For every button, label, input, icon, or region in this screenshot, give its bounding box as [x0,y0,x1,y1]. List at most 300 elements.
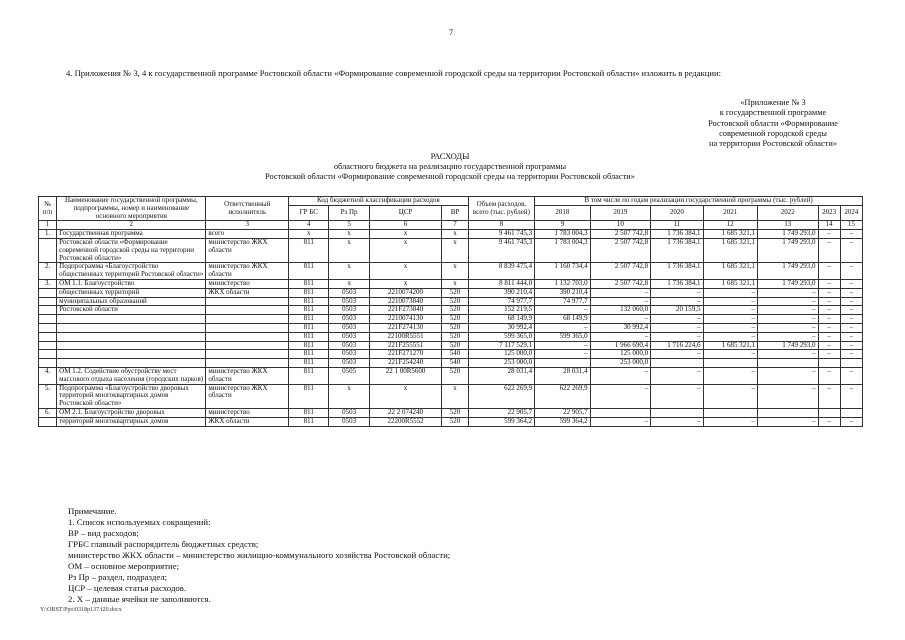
table-cell [39,323,57,332]
table-cell: 0505 [329,367,369,384]
table-cell: министерство [206,279,289,288]
table-cell: – [590,367,651,384]
table-cell: 74 977,7 [535,297,590,306]
column-number: 13 [758,221,819,230]
table-cell: х [442,238,468,262]
table-row [39,350,863,359]
table-cell: 811 [289,315,329,324]
header-csr: ЦСР [369,205,442,221]
table-cell: 22 1 00R5600 [369,367,442,384]
table-cell: х [289,230,329,239]
table-cell: 599 364,2 [535,417,590,426]
table-cell: 520 [442,417,468,426]
column-number: 6 [369,221,442,230]
note-line: ГРБС главный распорядитель бюджетных средств; [68,539,259,549]
table-cell: 520 [442,288,468,297]
table-cell: ОМ 1.1. Благоустройство [57,279,206,288]
table-cell: 2. [39,263,57,280]
table-cell: 0503 [329,417,369,426]
column-number: 2 [57,221,206,230]
table-cell: – [703,350,757,359]
table-cell: – [818,230,840,239]
table-cell: – [590,332,651,341]
table-cell: 253 000,0 [468,359,535,368]
table-cell: министерство ЖКХ области [206,367,289,384]
table-cell: 30 992,4 [468,323,535,332]
table-row [39,263,863,280]
header-name: Наименование государственной программы, подпрограммы, номер и наименование основного мероприятия [57,197,206,221]
page-number: 7 [449,28,453,37]
table-cell: 390 210,4 [468,288,535,297]
table-row [39,417,863,426]
table-cell: – [758,332,819,341]
table-cell: 1 749 293,0 [758,279,819,288]
table-cell: – [818,384,840,408]
table-cell: 520 [442,306,468,315]
table-cell: министерство ЖКХ области [206,238,289,262]
table-cell: министерство ЖКХ области [206,263,289,280]
table-cell: 520 [442,323,468,332]
header-vr: ВР [442,205,468,221]
table-cell: 1 736 384,1 [651,230,703,239]
table-cell: х [442,384,468,408]
table-cell: – [703,297,757,306]
table-cell: Подпрограмма «Благоустройство общественных территорий Ростовской области» [57,263,206,280]
header-rzpr: Рз Пр [329,205,369,221]
table-cell: – [840,297,862,306]
table-cell [651,359,703,368]
table-cell: – [840,279,862,288]
table-cell [57,315,206,324]
table-cell: 9 461 745,3 [468,230,535,239]
table-row [39,279,863,288]
table-cell [206,332,289,341]
table-cell: х [369,279,442,288]
table-cell: 520 [442,332,468,341]
table-cell: ЖКХ области [206,417,289,426]
header-volume: Объем расходов, всего (тыс. рублей) [468,197,535,221]
table-cell: 0503 [329,341,369,350]
table-cell: х [329,384,369,408]
table-cell: общественных территорий [57,288,206,297]
table-cell: 221F274130 [369,323,442,332]
table-cell: 811 [289,238,329,262]
table-cell [57,341,206,350]
table-row [39,315,863,324]
table-cell: 30 992,4 [590,323,651,332]
table-cell: 22 905,7 [535,408,590,417]
table-cell: 1 736 384,1 [651,263,703,280]
table-cell: 221F273840 [369,306,442,315]
footer-file-path: Y:\ORST\Ppo\0318p137.f20.docx [40,607,122,613]
table-cell: 28 031,4 [535,367,590,384]
table-cell: – [703,315,757,324]
table-cell: – [758,350,819,359]
table-cell: – [818,323,840,332]
table-cell: – [535,323,590,332]
table-cell: х [369,263,442,280]
table-cell: 1 966 690,4 [590,341,651,350]
table-row [39,341,863,350]
table-cell: 125 000,0 [468,350,535,359]
table-cell: 2 507 742,8 [590,263,651,280]
table-cell: – [840,263,862,280]
table-cell [535,359,590,368]
table-cell: – [758,288,819,297]
table-cell [57,332,206,341]
table-cell: 221F254240 [369,359,442,368]
table-cell: 0503 [329,408,369,417]
table-cell: – [840,238,862,262]
table-cell [703,359,757,368]
note-line: 1. Список используемых сокращений: [68,517,211,527]
table-cell: – [840,332,862,341]
table-cell: 1 749 293,0 [758,230,819,239]
table-cell: территорий многоквартирных домов [57,417,206,426]
table-cell: 811 [289,359,329,368]
table-cell [840,359,862,368]
table-cell: 811 [289,408,329,417]
table-cell: 540 [442,359,468,368]
table-cell: – [703,306,757,315]
table-cell: 221F255551 [369,341,442,350]
table-cell: – [818,279,840,288]
table-cell: 2210074200 [369,288,442,297]
table-cell: 1 749 293,0 [758,341,819,350]
table-cell: министерство [206,408,289,417]
column-number: 15 [840,221,862,230]
table-cell: 622 269,9 [468,384,535,408]
title-line: Ростовской области «Формирование современной городской среды на территории Ростовской области» [265,172,635,181]
table-cell: х [442,263,468,280]
table-cell: 0503 [329,288,369,297]
appendix-line: к государственной программе [719,108,827,118]
table-cell: 1 685 321,1 [703,263,757,280]
header-year: 2020 [651,205,703,221]
table-cell: 811 [289,279,329,288]
table-cell: 390 210,4 [535,288,590,297]
table-row [39,306,863,315]
header-num: № п/п [39,197,57,221]
table-cell: 22 905,7 [468,408,535,417]
table-cell [206,323,289,332]
table-cell: – [840,230,862,239]
table-cell: 9 461 745,3 [468,238,535,262]
table-cell: 1 783 004,3 [535,230,590,239]
table-cell: 0503 [329,359,369,368]
table-cell [818,408,840,417]
table-cell: 2 507 742,8 [590,238,651,262]
table-cell: 811 [289,263,329,280]
table-cell: муниципальных образований [57,297,206,306]
header-year: 2024 [840,205,862,221]
table-cell [39,306,57,315]
table-row [39,367,863,384]
table-cell: – [758,417,819,426]
table-cell [840,408,862,417]
table-row [39,238,863,262]
appendix-caption [668,98,878,149]
table-cell: 1 716 224,6 [651,341,703,350]
table-cell: 1 160 734,4 [535,263,590,280]
table-cell: – [651,323,703,332]
table-cell [57,359,206,368]
table-cell: – [818,306,840,315]
table-cell: 520 [442,367,468,384]
title-line: областного бюджета на реализацию государственной программы [333,162,567,171]
table-cell: 1 736 384,1 [651,279,703,288]
table-cell: – [840,350,862,359]
table-cell: – [758,315,819,324]
note-line: ВР – вид расходов; [68,528,139,538]
table-cell: Ростовской области [57,306,206,315]
table-cell: – [590,288,651,297]
table-cell: – [703,417,757,426]
table-cell [39,341,57,350]
table-cell: 20 159,5 [651,306,703,315]
table-cell: 811 [289,350,329,359]
table-cell [206,315,289,324]
table-cell: 1 749 293,0 [758,263,819,280]
table-cell: 2210074130 [369,315,442,324]
table-cell: всего [206,230,289,239]
table-cell: – [651,367,703,384]
table-cell: 22200R5552 [369,417,442,426]
table-row [39,332,863,341]
table-cell: Государственная программа [57,230,206,239]
table-cell: – [840,288,862,297]
table-cell [651,408,703,417]
table-cell [57,350,206,359]
table-cell: – [840,323,862,332]
table-cell: 599 365,0 [535,332,590,341]
header-year: 2021 [703,205,757,221]
table-cell: – [590,384,651,408]
table-cell: 0503 [329,297,369,306]
table-cell: – [703,384,757,408]
table-cell: 811 [289,288,329,297]
table-cell: 253 000,0 [590,359,651,368]
table-cell: – [818,417,840,426]
table-cell: 1 685 321,1 [703,238,757,262]
table-cell: – [703,367,757,384]
column-number: 9 [535,221,590,230]
table-row [39,297,863,306]
table-cell: – [818,367,840,384]
column-number: 4 [289,221,329,230]
table-cell [758,408,819,417]
table-cell: 0503 [329,332,369,341]
table-cell: – [840,306,862,315]
table-cell: – [818,297,840,306]
table-title [100,152,800,182]
table-cell: – [703,323,757,332]
table-row [39,230,863,239]
table-cell: 6. [39,408,57,417]
table-cell: – [590,315,651,324]
table-cell [590,408,651,417]
table-row [39,408,863,417]
table-cell: – [651,332,703,341]
table-cell: 811 [289,323,329,332]
note-line: 2. Х – данные ячейки не заполняются. [68,594,211,604]
column-number: 11 [651,221,703,230]
header-row [39,197,863,206]
table-cell: 28 031,4 [468,367,535,384]
table-cell: х [442,279,468,288]
column-number: 5 [329,221,369,230]
table-cell: 0503 [329,306,369,315]
header-year: 2022 [758,205,819,221]
table-cell: – [758,323,819,332]
table-cell: 2 507 742,8 [590,230,651,239]
table-row [39,384,863,408]
table-cell: ОМ 2.1. Благоустройство дворовых [57,408,206,417]
table-cell [818,359,840,368]
appendix-line: Ростовской области «Формирование [708,118,838,128]
table-cell: ОМ 1.2. Содействие обустройству мест массового отдыха населения (городских парков) [57,367,206,384]
intro-paragraph: 4. Приложения № 3, 4 к государственной программе Ростовской области «Формирование современной городской среды на территории Ростовской области» изложить в редакции: [66,68,721,78]
table-cell: 68 149,9 [468,315,535,324]
column-number: 10 [590,221,651,230]
column-number: 8 [468,221,535,230]
table-cell: – [703,332,757,341]
column-number-row [39,221,863,230]
table-cell: – [535,341,590,350]
column-number: 12 [703,221,757,230]
table-cell: – [535,306,590,315]
table-cell: 811 [289,332,329,341]
table-cell: 5. [39,384,57,408]
table-cell: 1 685 321,1 [703,279,757,288]
table-cell: х [329,238,369,262]
table-cell [206,306,289,315]
table-cell: х [329,263,369,280]
table-cell [39,359,57,368]
table-cell [39,315,57,324]
table-cell: 0503 [329,323,369,332]
table-cell [703,408,757,417]
table-cell: х [369,238,442,262]
column-number: 1 [39,221,57,230]
table-cell: 1 749 293,0 [758,238,819,262]
table-cell: – [651,350,703,359]
table-cell: 2210073840 [369,297,442,306]
table-cell: – [818,288,840,297]
note-line: Рз Пр – раздел, подраздел; [68,572,168,582]
table-cell: – [840,367,862,384]
table-cell: – [758,384,819,408]
table-cell: – [818,350,840,359]
table-cell: 125 000,0 [590,350,651,359]
table-cell: 22100R5551 [369,332,442,341]
table-cell: х [329,230,369,239]
table-cell: 520 [442,297,468,306]
table-cell: 599 364,2 [468,417,535,426]
table-cell: 74 977,7 [468,297,535,306]
table-cell: Подпрограмма «Благоустройство дворовых территорий многоквартирных домов Ростовской области» [57,384,206,408]
table-cell: – [651,315,703,324]
table-cell [39,417,57,426]
table-cell: – [818,341,840,350]
table-cell: 8 811 444,0 [468,279,535,288]
table-cell: – [818,332,840,341]
table-cell: 221F271270 [369,350,442,359]
table-cell: – [590,297,651,306]
column-number: 7 [442,221,468,230]
table-cell: 1 132 703,0 [535,279,590,288]
appendix-line: «Приложение № 3 [740,98,806,107]
table-cell: 520 [442,341,468,350]
table-cell: 520 [442,315,468,324]
expenditure-table [38,196,863,427]
table-cell: – [703,288,757,297]
table-cell: 7 117 529,1 [468,341,535,350]
table-row [39,359,863,368]
column-number: 3 [206,221,289,230]
table-cell: 1 685 321,1 [703,341,757,350]
table-cell: 68 149,9 [535,315,590,324]
table-cell: – [651,288,703,297]
table-cell: 1 736 384,1 [651,238,703,262]
table-cell: х [369,230,442,239]
table-cell: 0503 [329,315,369,324]
table-cell [57,323,206,332]
header-grbs: ГР БС [289,205,329,221]
table-cell: – [840,315,862,324]
table-cell: 0503 [329,350,369,359]
table-cell: 811 [289,367,329,384]
title-line: РАСХОДЫ [430,152,470,161]
table-cell: 22 2 074240 [369,408,442,417]
table-cell [206,297,289,306]
table-cell: Ростовской области «Формирование современной городской среды на территории Ростовской области» [57,238,206,262]
table-cell: 520 [442,408,468,417]
table-cell [39,332,57,341]
note-line: министерство ЖКХ области – министерство жилищно-коммунального хозяйства Ростовской области; [68,550,451,560]
table-cell: – [840,417,862,426]
table-cell: 4. [39,367,57,384]
table-cell [206,359,289,368]
table-cell: 1 685 321,1 [703,230,757,239]
table-cell: – [840,341,862,350]
table-cell: – [590,417,651,426]
table-cell: – [818,263,840,280]
header-year: 2023 [818,205,840,221]
table-cell: – [535,350,590,359]
note-line: ЦСР – целевая статья расходов. [68,583,187,593]
table-cell: х [329,279,369,288]
table-cell: – [651,384,703,408]
table-cell: х [369,384,442,408]
table-row [39,288,863,297]
table-cell: ЖКХ области [206,288,289,297]
table-cell [39,238,57,262]
header-responsible: Ответственный исполнитель [206,197,289,221]
table-cell [206,350,289,359]
table-cell: 811 [289,384,329,408]
header-year: 2018 [535,205,590,221]
table-cell: – [840,384,862,408]
table-cell: 8 839 475,4 [468,263,535,280]
table-cell: – [651,297,703,306]
appendix-line: на территории Ростовской области» [708,139,838,149]
table-cell [39,350,57,359]
table-cell: 811 [289,306,329,315]
table-cell: 2 507 742,8 [590,279,651,288]
table-cell [758,359,819,368]
table-cell: 1 783 004,3 [535,238,590,262]
